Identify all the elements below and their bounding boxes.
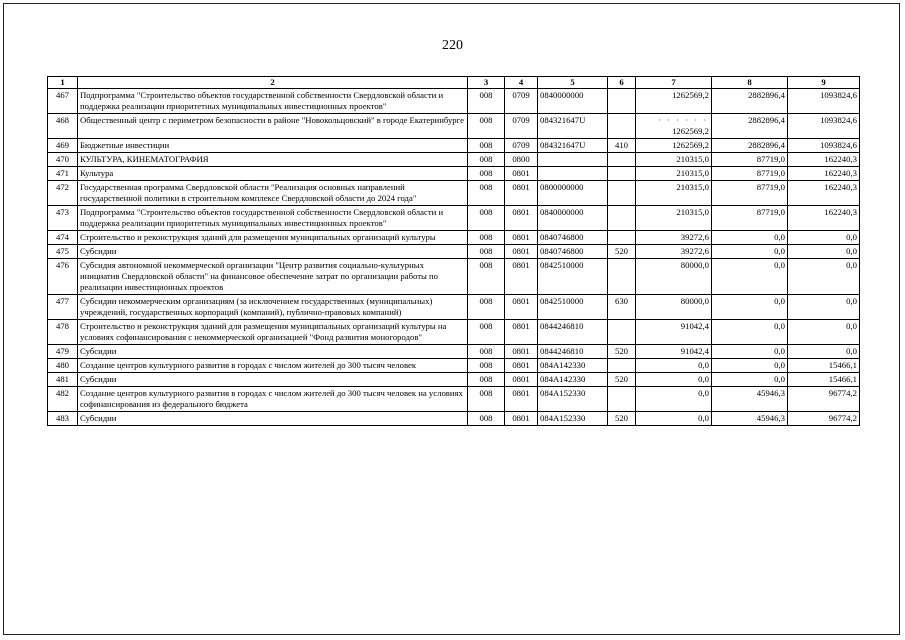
expense-type-cell — [608, 387, 636, 412]
row-name-cell: Культура — [78, 167, 468, 181]
expense-type-cell — [608, 153, 636, 167]
expense-type-cell — [608, 206, 636, 231]
table-row — [48, 206, 860, 231]
amount-year2-cell: 45946,3 — [712, 412, 788, 426]
expense-type-cell: 520 — [608, 245, 636, 259]
amount-year2-cell: 2882896,4 — [712, 139, 788, 153]
amount-year1-cell: 91042,4 — [636, 320, 712, 345]
table-row — [48, 412, 860, 426]
target-article-cell: 0844246810 — [538, 345, 608, 359]
admin-code-cell: 008 — [468, 206, 505, 231]
amount-year2-cell: 0,0 — [712, 259, 788, 295]
row-number-cell: 476 — [48, 259, 78, 295]
row-name-cell: Субсидия автономной некоммерческой организации "Центр развития социально-культурных инициатив Свердловской области" на финансовое обеспечение затрат по организации работы по реализации инвестиционных проектов — [78, 259, 468, 295]
header-col-9: 9 — [788, 77, 860, 89]
amount-year1-cell: 39272,6 — [636, 245, 712, 259]
admin-code-cell: 008 — [468, 320, 505, 345]
amount-year1-cell: 80000,0 — [636, 259, 712, 295]
row-number-cell: 472 — [48, 181, 78, 206]
header-col-6: 6 — [608, 77, 636, 89]
section-code-cell: 0801 — [505, 320, 538, 345]
section-code-cell: 0800 — [505, 153, 538, 167]
row-number-cell: 470 — [48, 153, 78, 167]
amount-year2-cell: 87719,0 — [712, 153, 788, 167]
amount-year3-cell: 0,0 — [788, 259, 860, 295]
row-name-cell: Общественный центр с периметром безопасности в районе "Новокольцовский" в городе Екатеринбурге — [78, 114, 468, 139]
target-article-cell: 084321647U — [538, 114, 608, 139]
amount-year2-cell: 87719,0 — [712, 167, 788, 181]
amount-year3-cell: 162240,3 — [788, 153, 860, 167]
table-row — [48, 153, 860, 167]
row-number-cell: 479 — [48, 345, 78, 359]
section-code-cell: 0801 — [505, 359, 538, 373]
admin-code-cell: 008 — [468, 359, 505, 373]
admin-code-cell: 008 — [468, 387, 505, 412]
amount-year2-cell: 0,0 — [712, 359, 788, 373]
target-article-cell — [538, 167, 608, 181]
amount-year1-cell: 1262569,2 — [636, 89, 712, 114]
amount-year3-cell: 0,0 — [788, 295, 860, 320]
admin-code-cell: 008 — [468, 89, 505, 114]
row-name-cell: Субсидии некоммерческим организациям (за исключением государственных (муниципальных) учреждений, государственных корпораций (компаний), публично-правовых компаний) — [78, 295, 468, 320]
table-body — [48, 89, 860, 426]
admin-code-cell: 008 — [468, 139, 505, 153]
header-col-1: 1 — [48, 77, 78, 89]
section-code-cell: 0709 — [505, 114, 538, 139]
admin-code-cell: 008 — [468, 181, 505, 206]
amount-year3-cell: 0,0 — [788, 231, 860, 245]
row-name-cell: Субсидии — [78, 345, 468, 359]
row-name-cell: Субсидии — [78, 245, 468, 259]
amount-year3-cell: 15466,1 — [788, 373, 860, 387]
row-number-cell: 468 — [48, 114, 78, 139]
section-code-cell: 0709 — [505, 139, 538, 153]
amount-year2-cell: 2882896,4 — [712, 114, 788, 139]
table-row — [48, 295, 860, 320]
amount-year1-cell: 0,0 — [636, 373, 712, 387]
row-name-cell: Строительство и реконструкция зданий для размещения муниципальных организаций культуры на условиях софинансирования с некоммерческой организацией "Фонд развития моногородов" — [78, 320, 468, 345]
expense-type-cell — [608, 259, 636, 295]
admin-code-cell: 008 — [468, 114, 505, 139]
amount-year1-cell: 80000,0 — [636, 295, 712, 320]
row-name-cell: Подпрограмма "Строительство объектов государственной собственности Свердловской области и поддержка реализации приоритетных муниципальных инвестиционных проектов" — [78, 206, 468, 231]
row-name-cell: Субсидии — [78, 412, 468, 426]
section-code-cell: 0709 — [505, 89, 538, 114]
amount-year1-cell: 0,0 — [636, 359, 712, 373]
target-article-cell: 0842510000 — [538, 259, 608, 295]
amount-year2-cell: 87719,0 — [712, 206, 788, 231]
admin-code-cell: 008 — [468, 153, 505, 167]
admin-code-cell: 008 — [468, 259, 505, 295]
amount-year1-cell — [636, 114, 712, 139]
expense-type-cell — [608, 167, 636, 181]
row-number-cell: 467 — [48, 89, 78, 114]
amount-value: 1262569,2 — [672, 126, 709, 136]
row-name-cell: Создание центров культурного развития в городах с числом жителей до 300 тысяч человек на условиях софинансирования из федерального бюджета — [78, 387, 468, 412]
amount-year1-cell: 210315,0 — [636, 206, 712, 231]
expense-type-cell — [608, 181, 636, 206]
admin-code-cell: 008 — [468, 412, 505, 426]
table-row — [48, 359, 860, 373]
expense-type-cell — [608, 231, 636, 245]
row-name-cell: Субсидии — [78, 373, 468, 387]
expense-type-cell — [608, 114, 636, 139]
amount-year2-cell: 0,0 — [712, 295, 788, 320]
amount-year2-cell: 0,0 — [712, 231, 788, 245]
row-name-cell: Подпрограмма "Строительство объектов государственной собственности Свердловской области и поддержка реализации приоритетных муниципальных инвестиционных проектов" — [78, 89, 468, 114]
faint-dots-mark: · · · · · · — [658, 115, 709, 125]
row-number-cell: 471 — [48, 167, 78, 181]
table-row — [48, 167, 860, 181]
amount-year3-cell: 162240,3 — [788, 181, 860, 206]
row-number-cell: 483 — [48, 412, 78, 426]
target-article-cell — [538, 153, 608, 167]
amount-year2-cell: 0,0 — [712, 320, 788, 345]
amount-year1-cell: 39272,6 — [636, 231, 712, 245]
amount-year3-cell: 15466,1 — [788, 359, 860, 373]
table-row — [48, 245, 860, 259]
amount-year1-cell: 0,0 — [636, 412, 712, 426]
table-row — [48, 259, 860, 295]
admin-code-cell: 008 — [468, 245, 505, 259]
row-name-cell: Государственная программа Свердловской области "Реализация основных направлений государственной политики в строительном комплексе Свердловской области до 2024 года" — [78, 181, 468, 206]
expense-type-cell: 520 — [608, 345, 636, 359]
amount-year3-cell: 0,0 — [788, 345, 860, 359]
target-article-cell: 084A142330 — [538, 359, 608, 373]
header-col-5: 5 — [538, 77, 608, 89]
amount-year2-cell: 45946,3 — [712, 387, 788, 412]
row-number-cell: 473 — [48, 206, 78, 231]
amount-year3-cell: 0,0 — [788, 245, 860, 259]
target-article-cell: 0840746800 — [538, 245, 608, 259]
row-number-cell: 469 — [48, 139, 78, 153]
section-code-cell: 0801 — [505, 412, 538, 426]
row-number-cell: 475 — [48, 245, 78, 259]
admin-code-cell: 008 — [468, 345, 505, 359]
amount-year1-cell: 210315,0 — [636, 153, 712, 167]
amount-year3-cell: 96774,2 — [788, 387, 860, 412]
amount-year3-cell: 1093824,6 — [788, 139, 860, 153]
header-col-2: 2 — [78, 77, 468, 89]
section-code-cell: 0801 — [505, 231, 538, 245]
target-article-cell: 0840746800 — [538, 231, 608, 245]
table-row — [48, 345, 860, 359]
target-article-cell: 0800000000 — [538, 181, 608, 206]
amount-year1-cell: 210315,0 — [636, 167, 712, 181]
amount-year3-cell: 1093824,6 — [788, 114, 860, 139]
amount-year3-cell: 96774,2 — [788, 412, 860, 426]
amount-year2-cell: 0,0 — [712, 245, 788, 259]
expense-type-cell — [608, 359, 636, 373]
amount-year3-cell: 162240,3 — [788, 167, 860, 181]
amount-year2-cell: 0,0 — [712, 345, 788, 359]
page-number: 220 — [442, 38, 463, 53]
target-article-cell: 0840000000 — [538, 89, 608, 114]
table-header-row — [48, 77, 860, 89]
row-number-cell: 478 — [48, 320, 78, 345]
table-row — [48, 114, 860, 139]
header-col-8: 8 — [712, 77, 788, 89]
expense-type-cell: 520 — [608, 412, 636, 426]
section-code-cell: 0801 — [505, 181, 538, 206]
row-name-cell: Создание центров культурного развития в городах с числом жителей до 300 тысяч человек — [78, 359, 468, 373]
target-article-cell: 0842510000 — [538, 295, 608, 320]
target-article-cell: 0840000000 — [538, 206, 608, 231]
section-code-cell: 0801 — [505, 345, 538, 359]
row-number-cell: 480 — [48, 359, 78, 373]
expense-type-cell — [608, 320, 636, 345]
section-code-cell: 0801 — [505, 295, 538, 320]
amount-year1-cell: 210315,0 — [636, 181, 712, 206]
table-row — [48, 320, 860, 345]
section-code-cell: 0801 — [505, 167, 538, 181]
row-number-cell: 482 — [48, 387, 78, 412]
section-code-cell: 0801 — [505, 206, 538, 231]
header-col-7: 7 — [636, 77, 712, 89]
header-col-4: 4 — [505, 77, 538, 89]
admin-code-cell: 008 — [468, 295, 505, 320]
amount-year1-cell: 1262569,2 — [636, 139, 712, 153]
section-code-cell: 0801 — [505, 259, 538, 295]
row-name-cell: КУЛЬТУРА, КИНЕМАТОГРАФИЯ — [78, 153, 468, 167]
target-article-cell: 0844246810 — [538, 320, 608, 345]
target-article-cell: 084321647U — [538, 139, 608, 153]
admin-code-cell: 008 — [468, 231, 505, 245]
section-code-cell: 0801 — [505, 245, 538, 259]
expense-type-cell: 520 — [608, 373, 636, 387]
admin-code-cell: 008 — [468, 167, 505, 181]
header-col-3: 3 — [468, 77, 505, 89]
section-code-cell: 0801 — [505, 387, 538, 412]
amount-year1-cell: 91042,4 — [636, 345, 712, 359]
table-row — [48, 231, 860, 245]
budget-table — [47, 76, 860, 426]
row-number-cell: 477 — [48, 295, 78, 320]
amount-year1-cell: 0,0 — [636, 387, 712, 412]
target-article-cell: 084A152330 — [538, 387, 608, 412]
amount-year2-cell: 2882896,4 — [712, 89, 788, 114]
amount-year3-cell: 162240,3 — [788, 206, 860, 231]
target-article-cell: 084A152330 — [538, 412, 608, 426]
row-number-cell: 481 — [48, 373, 78, 387]
row-number-cell: 474 — [48, 231, 78, 245]
table-row — [48, 373, 860, 387]
table-row — [48, 139, 860, 153]
row-name-cell: Бюджетные инвестиции — [78, 139, 468, 153]
amount-year3-cell: 0,0 — [788, 320, 860, 345]
expense-type-cell: 410 — [608, 139, 636, 153]
table-row — [48, 89, 860, 114]
row-name-cell: Строительство и реконструкция зданий для размещения муниципальных организаций культуры — [78, 231, 468, 245]
section-code-cell: 0801 — [505, 373, 538, 387]
admin-code-cell: 008 — [468, 373, 505, 387]
target-article-cell: 084A142330 — [538, 373, 608, 387]
amount-year2-cell: 87719,0 — [712, 181, 788, 206]
amount-year3-cell: 1093824,6 — [788, 89, 860, 114]
expense-type-cell: 630 — [608, 295, 636, 320]
amount-year2-cell: 0,0 — [712, 373, 788, 387]
expense-type-cell — [608, 89, 636, 114]
table-row — [48, 387, 860, 412]
table-row — [48, 181, 860, 206]
